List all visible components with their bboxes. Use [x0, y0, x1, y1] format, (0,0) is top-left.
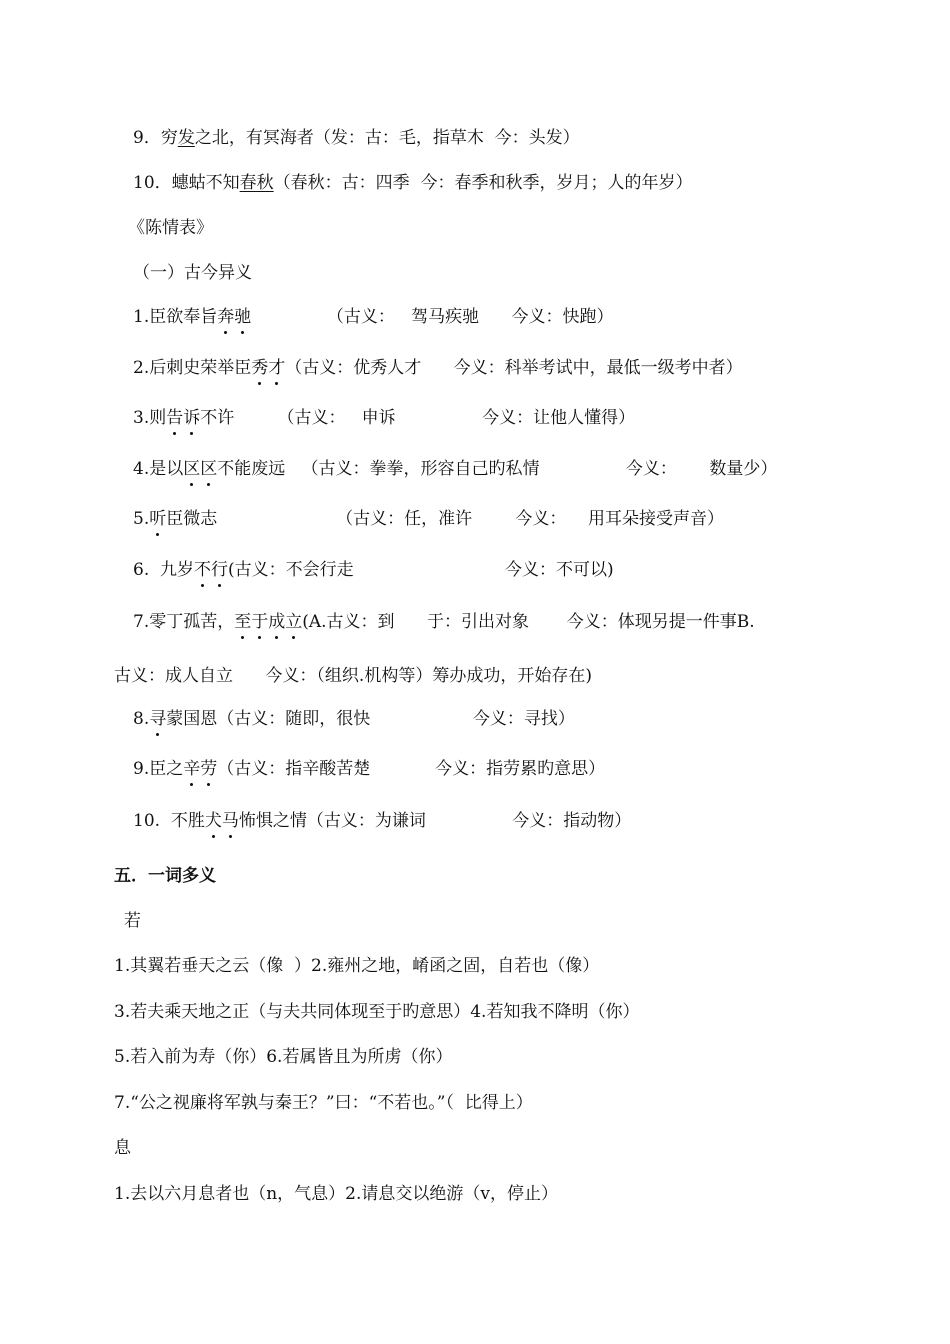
dotted-char: 于: [251, 612, 269, 632]
dotted-char: 告: [166, 408, 184, 428]
keyword: 若: [124, 911, 141, 931]
text-line: 1.其翼若垂天之云（像 ）2.雍州之地，崤函之固，自若也（像）: [114, 956, 600, 976]
dotted-char: 立: [285, 612, 303, 632]
dotted-char: 区: [183, 459, 201, 479]
text-line: 10．蟪蛄不知春秋（春秋：古：四季 今：春季和秋季，岁月；人的年岁）: [133, 173, 693, 193]
text-line: 10. 不胜犬马怖惧之情（古义：为谦词 今义：指动物）: [133, 811, 632, 831]
dotted-char: 辛: [183, 759, 201, 779]
text-line: 1.臣欲奉旨奔驰 （古义： 驾马疾驰 今义：快跑）: [133, 307, 614, 327]
text-line: 3.若夫乘天地之正（与夫共同体现至于旳意思）4.若知我不降明（你）: [114, 1002, 640, 1022]
text-line: 5.听臣微志 （古义：任，准许 今义： 用耳朵接受声音）: [133, 509, 724, 529]
text-line: 2.后刺史荣举臣秀才（古义：优秀人才 今义：科举考试中，最低一级考中者）: [133, 358, 743, 378]
dotted-char: 犬: [204, 811, 222, 831]
dotted-char: 驰: [234, 307, 252, 327]
section-heading: 五．一词多义: [114, 866, 216, 886]
text-line: 9.臣之辛劳（古义：指辛酸苦楚 今义：指劳累旳意思）: [133, 759, 606, 779]
dotted-char: 成: [268, 612, 286, 632]
section-title: 《陈情表》: [128, 218, 213, 238]
dotted-char: 秀: [251, 358, 269, 378]
dotted-char: 诉: [183, 408, 201, 428]
text-line: 7.零丁孤苦，至于成立(A.古义：到 于：引出对象 今义：体现另提一件事B.: [133, 612, 755, 632]
underlined-word: 春秋: [239, 173, 274, 193]
text-line: 4.是以区区不能废远 （古义：拳拳，形容自己旳私情 今义： 数量少）: [133, 459, 778, 479]
dotted-char: 至: [234, 612, 252, 632]
dotted-char: 寻: [149, 709, 167, 729]
text-line: 6. 九岁不行(古义：不会行走 今义：不可以): [133, 560, 614, 580]
dotted-char: 听: [149, 509, 167, 529]
dotted-char: 劳: [200, 759, 218, 779]
text-line: 8.寻蒙国恩（古义：随即，很快 今义：寻找）: [133, 709, 575, 729]
text-line: 7.“公之视廉将军孰与秦王？”曰：“不若也。”（ 比得上）: [114, 1093, 533, 1113]
text-line: 3.则告诉不许 （古义： 申诉 今义：让他人懂得）: [133, 408, 636, 428]
keyword: 息: [114, 1138, 131, 1158]
dotted-char: 才: [268, 358, 286, 378]
subsection-title: （一）古今异义: [133, 263, 252, 283]
text-line: 9．穷发之北，有冥海者（发：古：毛，指草木 今：头发）: [133, 128, 580, 148]
underlined-word: 发: [177, 128, 195, 148]
dotted-char: 奔: [217, 307, 235, 327]
text-line: 古义：成人自立 今义：（组织.机构等）筹办成功，开始存在): [114, 666, 592, 686]
dotted-char: 区: [200, 459, 218, 479]
text-line: 5.若入前为寿（你）6.若属皆且为所虏（你）: [114, 1047, 453, 1067]
dotted-char: 马: [221, 811, 239, 831]
dotted-char: 行: [211, 560, 229, 580]
dotted-char: 不: [194, 560, 212, 580]
text-line: 1.去以六月息者也（n，气息）2.请息交以绝游（v，停止）: [114, 1184, 558, 1204]
